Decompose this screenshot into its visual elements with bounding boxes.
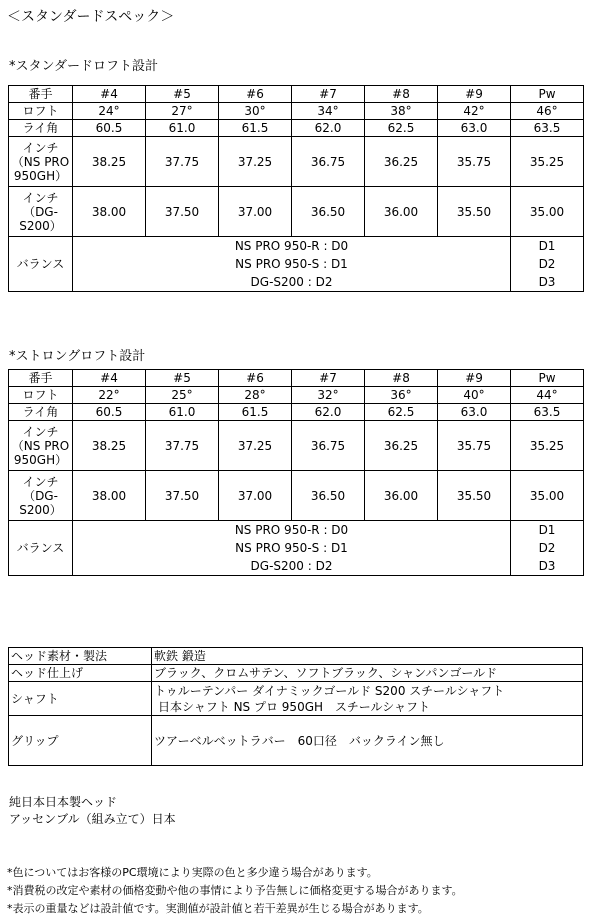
row-label <box>9 137 73 187</box>
balance-line: NS PRO 950-R : D0 <box>234 239 349 253</box>
standard-spec-table <box>8 85 584 292</box>
header-cell: #8 <box>365 370 438 387</box>
header-cell: Pw <box>511 86 584 103</box>
inch-dg-row <box>9 471 584 521</box>
balance-pw-line: D3 <box>538 559 556 573</box>
row-label-line: （NS PRO <box>11 438 70 453</box>
row-label-line: （DG- <box>23 204 58 219</box>
inch-dg-row <box>9 187 584 237</box>
row-label: バランス <box>9 521 73 576</box>
material-value: ツアーベルベットラバー 60口径 バックライン無し <box>152 716 583 766</box>
loft-row <box>9 387 584 404</box>
balance-line: NS PRO 950-R : D0 <box>234 523 349 537</box>
table-cell: 38.00 <box>73 187 146 237</box>
table-cell: 28° <box>219 387 292 404</box>
row-label-line: S200） <box>19 502 62 517</box>
header-cell: #7 <box>292 86 365 103</box>
header-cell: Pw <box>511 370 584 387</box>
page-title: ＜スタンダードスペック＞ <box>7 9 175 25</box>
table-cell: 37.25 <box>219 137 292 187</box>
table-cell: 36.00 <box>365 471 438 521</box>
row-label <box>9 471 73 521</box>
material-label: シャフト <box>9 682 152 716</box>
table-cell: 35.00 <box>511 471 584 521</box>
table-cell: 24° <box>73 103 146 120</box>
header-cell: #4 <box>73 370 146 387</box>
row-label-line: インチ <box>22 190 59 205</box>
strong-loft-heading: *ストロングロフト設計 <box>9 349 146 364</box>
strong-spec-table <box>8 369 584 576</box>
material-label: ヘッド素材・製法 <box>9 648 152 665</box>
balance-values <box>73 237 511 292</box>
balance-pw <box>511 237 584 292</box>
material-label: グリップ <box>9 716 152 766</box>
balance-line: NS PRO 950-S : D1 <box>235 257 348 271</box>
table-cell: 37.25 <box>219 421 292 471</box>
header-cell: 番手 <box>9 86 73 103</box>
table-cell: 42° <box>438 103 511 120</box>
table-cell: 37.75 <box>146 421 219 471</box>
table-cell: 30° <box>219 103 292 120</box>
balance-line: NS PRO 950-S : D1 <box>235 541 348 555</box>
table-cell: 25° <box>146 387 219 404</box>
table-cell: 37.00 <box>219 471 292 521</box>
row-label: ロフト <box>9 387 73 404</box>
table-cell: 38.25 <box>73 137 146 187</box>
row-label-line: インチ <box>22 474 59 489</box>
material-label: ヘッド仕上げ <box>9 665 152 682</box>
note-price: *消費税の改定や素材の価格変動や他の事情により予告無しに価格変更する場合があります。 <box>7 884 463 897</box>
table-cell: 22° <box>73 387 146 404</box>
table-cell: 35.75 <box>438 137 511 187</box>
header-cell: #7 <box>292 370 365 387</box>
material-value: 軟鉄 鍛造 <box>152 648 583 665</box>
row-label: バランス <box>9 237 73 292</box>
table-cell: 61.0 <box>146 120 219 137</box>
balance-line: DG-S200 : D2 <box>250 275 333 289</box>
material-value <box>152 682 583 716</box>
row-label-line: （DG- <box>23 488 58 503</box>
table-cell: 63.5 <box>511 120 584 137</box>
material-value: ブラック、クロムサテン、ソフトブラック、シャンパンゴールド <box>152 665 583 682</box>
row-label: ライ角 <box>9 120 73 137</box>
material-row-head <box>9 648 583 665</box>
table-cell: 60.5 <box>73 404 146 421</box>
balance-line: DG-S200 : D2 <box>250 559 333 573</box>
table-cell: 36.75 <box>292 137 365 187</box>
table-cell: 62.0 <box>292 120 365 137</box>
table-cell: 32° <box>292 387 365 404</box>
balance-row <box>9 237 584 292</box>
material-row-grip <box>9 716 583 766</box>
table-cell: 62.0 <box>292 404 365 421</box>
materials-table <box>8 647 583 766</box>
lie-row <box>9 120 584 137</box>
table-cell: 37.50 <box>146 471 219 521</box>
table-cell: 35.50 <box>438 187 511 237</box>
material-row-shaft <box>9 682 583 716</box>
balance-pw-line: D1 <box>538 239 556 253</box>
table-cell: 36.50 <box>292 471 365 521</box>
row-label-line: （NS PRO <box>11 154 70 169</box>
inch-ns-pro-row <box>9 137 584 187</box>
header-cell: #5 <box>146 86 219 103</box>
table-cell: 27° <box>146 103 219 120</box>
balance-pw-line: D1 <box>538 523 556 537</box>
header-cell: 番手 <box>9 370 73 387</box>
row-label-line: S200） <box>19 218 62 233</box>
header-cell: #6 <box>219 86 292 103</box>
header-row <box>9 86 584 103</box>
standard-loft-heading: *スタンダードロフト設計 <box>9 59 158 74</box>
header-cell: #4 <box>73 86 146 103</box>
table-cell: 62.5 <box>365 120 438 137</box>
table-cell: 63.5 <box>511 404 584 421</box>
row-label-line: インチ <box>22 140 59 155</box>
balance-pw-line: D2 <box>538 257 556 271</box>
table-cell: 40° <box>438 387 511 404</box>
row-label-line: 950GH） <box>13 168 68 183</box>
inch-ns-pro-row <box>9 421 584 471</box>
table-cell: 35.25 <box>511 137 584 187</box>
balance-pw <box>511 521 584 576</box>
table-cell: 63.0 <box>438 120 511 137</box>
table-cell: 44° <box>511 387 584 404</box>
table-cell: 34° <box>292 103 365 120</box>
row-label-line: インチ <box>22 424 59 439</box>
table-cell: 38° <box>365 103 438 120</box>
table-cell: 63.0 <box>438 404 511 421</box>
table-cell: 37.50 <box>146 187 219 237</box>
row-label-line: 950GH） <box>13 452 68 467</box>
material-row-finish <box>9 665 583 682</box>
table-cell: 36.50 <box>292 187 365 237</box>
table-cell: 35.75 <box>438 421 511 471</box>
balance-pw-line: D3 <box>538 275 556 289</box>
material-value-line: トゥルーテンパー ダイナミックゴールド S200 スチールシャフト <box>154 683 505 698</box>
lie-row <box>9 404 584 421</box>
table-cell: 35.25 <box>511 421 584 471</box>
table-cell: 36.00 <box>365 187 438 237</box>
table-cell: 61.5 <box>219 120 292 137</box>
table-cell: 35.00 <box>511 187 584 237</box>
table-cell: 36.25 <box>365 137 438 187</box>
table-cell: 35.50 <box>438 471 511 521</box>
row-label: ロフト <box>9 103 73 120</box>
header-cell: #9 <box>438 86 511 103</box>
material-value-line: 日本シャフト NS プロ 950GH スチールシャフト <box>158 699 431 714</box>
header-cell: #9 <box>438 370 511 387</box>
note-color: *色についてはお客様のPC環境により実際の色と多少違う場合があります。 <box>7 866 378 879</box>
assembly-japan: アッセンブル（組み立て）日本 <box>9 812 176 826</box>
table-cell: 60.5 <box>73 120 146 137</box>
header-cell: #8 <box>365 86 438 103</box>
table-cell: 62.5 <box>365 404 438 421</box>
table-cell: 37.75 <box>146 137 219 187</box>
made-in-japan-head: 純日本日本製ヘッド <box>9 795 118 809</box>
table-cell: 61.5 <box>219 404 292 421</box>
table-cell: 46° <box>511 103 584 120</box>
balance-values <box>73 521 511 576</box>
note-weight: *表示の重量などは設計値です。実測値が設計値と若干差異が生じる場合があります。 <box>7 902 429 915</box>
header-row <box>9 370 584 387</box>
row-label: ライ角 <box>9 404 73 421</box>
table-cell: 38.25 <box>73 421 146 471</box>
header-cell: #6 <box>219 370 292 387</box>
table-cell: 37.00 <box>219 187 292 237</box>
balance-pw-line: D2 <box>538 541 556 555</box>
row-label <box>9 421 73 471</box>
header-cell: #5 <box>146 370 219 387</box>
balance-row <box>9 521 584 576</box>
table-cell: 36.25 <box>365 421 438 471</box>
table-cell: 36° <box>365 387 438 404</box>
table-cell: 36.75 <box>292 421 365 471</box>
table-cell: 61.0 <box>146 404 219 421</box>
row-label <box>9 187 73 237</box>
loft-row <box>9 103 584 120</box>
table-cell: 38.00 <box>73 471 146 521</box>
